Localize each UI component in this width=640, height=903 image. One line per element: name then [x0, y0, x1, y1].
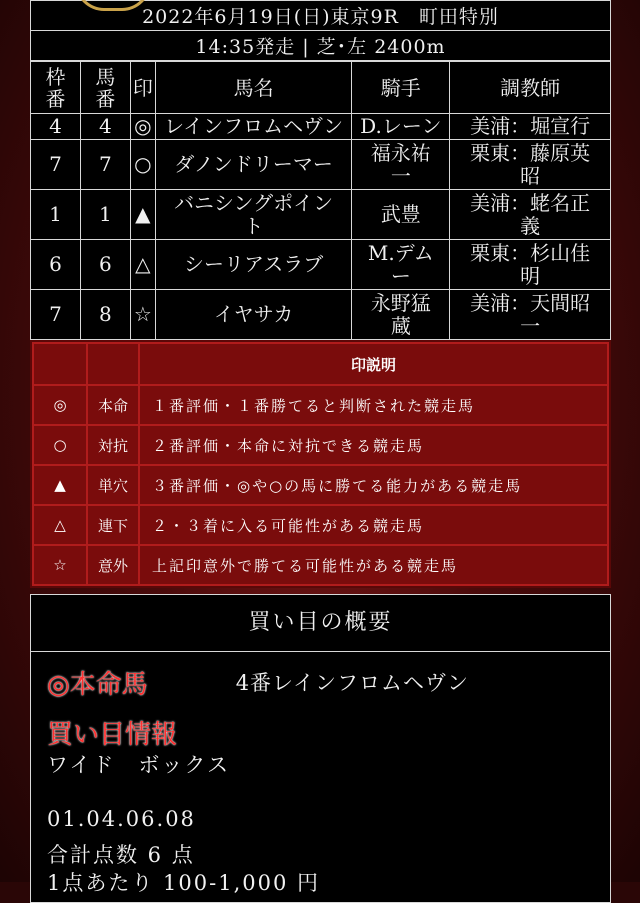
- uma-cell: 8: [80, 290, 130, 340]
- legend-label: 本命: [87, 385, 139, 425]
- col-header-trainer: 調教師: [450, 62, 611, 114]
- waku-cell: 7: [31, 290, 81, 340]
- content-wrapper: [30, 0, 611, 903]
- col-header-uma: 馬 番: [80, 62, 130, 114]
- jockey-cell: 永野猛 蔵: [352, 290, 450, 340]
- total-points: 合計点数 6 点: [47, 843, 195, 867]
- legend-label: 意外: [87, 545, 139, 585]
- legend-row: [33, 505, 608, 545]
- legend-row: [33, 465, 608, 505]
- legend-row: [33, 545, 608, 585]
- waku-cell: 1: [31, 190, 81, 240]
- legend-title: 印説明: [139, 343, 608, 385]
- triangle-icon: △: [33, 505, 87, 545]
- trainer-cell: 栗東：藤原英 昭: [450, 140, 611, 190]
- legend-desc: 上記印意外で勝てる可能性がある競走馬: [139, 545, 608, 585]
- legend-desc: １番評価・１番勝てると判断された競走馬: [139, 385, 608, 425]
- summary-body: [31, 652, 610, 902]
- bet-info-label: 買い目情報: [47, 720, 178, 750]
- legend-header-blank-1: [33, 343, 87, 385]
- mark-cell: ☆: [130, 290, 155, 340]
- table-row: [31, 290, 611, 340]
- horse-name-cell: バニシングポイン ト: [155, 190, 352, 240]
- horse-name-cell: ダノンドリーマー: [155, 140, 352, 190]
- honmei-horse: 4番レインフロムヘヴン: [235, 671, 469, 695]
- race-date-title: 2022年6月19日(日)東京9R 町田特別: [31, 1, 611, 31]
- mark-cell: ○: [130, 140, 155, 190]
- waku-cell: 4: [31, 114, 81, 140]
- race-start-course: 14:35発走 | 芝･左 2400m: [31, 31, 611, 61]
- legend-table: [32, 342, 609, 586]
- legend-desc: ２番評価・本命に対抗できる競走馬: [139, 425, 608, 465]
- legend-row: [33, 425, 608, 465]
- horse-name-cell: シーリアスラブ: [155, 240, 352, 290]
- legend-row: [33, 385, 608, 425]
- legend-desc: ３番評価・◎や○の馬に勝てる能力がある競走馬: [139, 465, 608, 505]
- legend-label: 対抗: [87, 425, 139, 465]
- per-point-amount: 1点あたり 100-1,000 円: [47, 871, 321, 895]
- jockey-cell: M.デム ー: [352, 240, 450, 290]
- circle-icon: ○: [33, 425, 87, 465]
- bet-summary-panel: [30, 594, 611, 903]
- jockey-cell: 武豊: [352, 190, 450, 240]
- table-row: [31, 140, 611, 190]
- trainer-cell: 美浦：堀宣行: [450, 114, 611, 140]
- bet-type: ワイド ボックス: [47, 753, 231, 777]
- uma-cell: 1: [80, 190, 130, 240]
- col-header-waku: 枠 番: [31, 62, 81, 114]
- jockey-cell: 福永祐 一: [352, 140, 450, 190]
- horse-name-cell: レインフロムヘヴン: [155, 114, 352, 140]
- trainer-cell: 美浦：蛯名正 義: [450, 190, 611, 240]
- filled-triangle-icon: ▲: [33, 465, 87, 505]
- uma-cell: 4: [80, 114, 130, 140]
- uma-cell: 7: [80, 140, 130, 190]
- table-row: [31, 240, 611, 290]
- waku-cell: 7: [31, 140, 81, 190]
- mark-cell: △: [130, 240, 155, 290]
- legend-desc: ２・３着に入る可能性がある競走馬: [139, 505, 608, 545]
- bet-numbers: 01.04.06.08: [47, 807, 196, 831]
- mark-cell: ▲: [130, 190, 155, 240]
- col-header-name: 馬名: [155, 62, 352, 114]
- legend-label: 単穴: [87, 465, 139, 505]
- legend-label: 連下: [87, 505, 139, 545]
- trainer-cell: 美浦：天間昭 一: [450, 290, 611, 340]
- double-circle-icon: ◎: [33, 385, 87, 425]
- honmei-label: ◎本命馬: [47, 669, 148, 700]
- col-header-jockey: 騎手: [352, 62, 450, 114]
- uma-cell: 6: [80, 240, 130, 290]
- mark-legend: [30, 340, 611, 588]
- col-header-mark: 印: [130, 62, 155, 114]
- waku-cell: 6: [31, 240, 81, 290]
- table-row: [31, 114, 611, 140]
- horse-table: [30, 61, 611, 340]
- trainer-cell: 栗東：杉山佳 明: [450, 240, 611, 290]
- jockey-cell: D.レーン: [352, 114, 450, 140]
- horse-name-cell: イヤサカ: [155, 290, 352, 340]
- table-row: [31, 190, 611, 240]
- legend-header-blank-2: [87, 343, 139, 385]
- honmei-row: [47, 662, 594, 702]
- summary-title: 買い目の概要: [31, 595, 610, 652]
- star-icon: ☆: [33, 545, 87, 585]
- mark-cell: ◎: [130, 114, 155, 140]
